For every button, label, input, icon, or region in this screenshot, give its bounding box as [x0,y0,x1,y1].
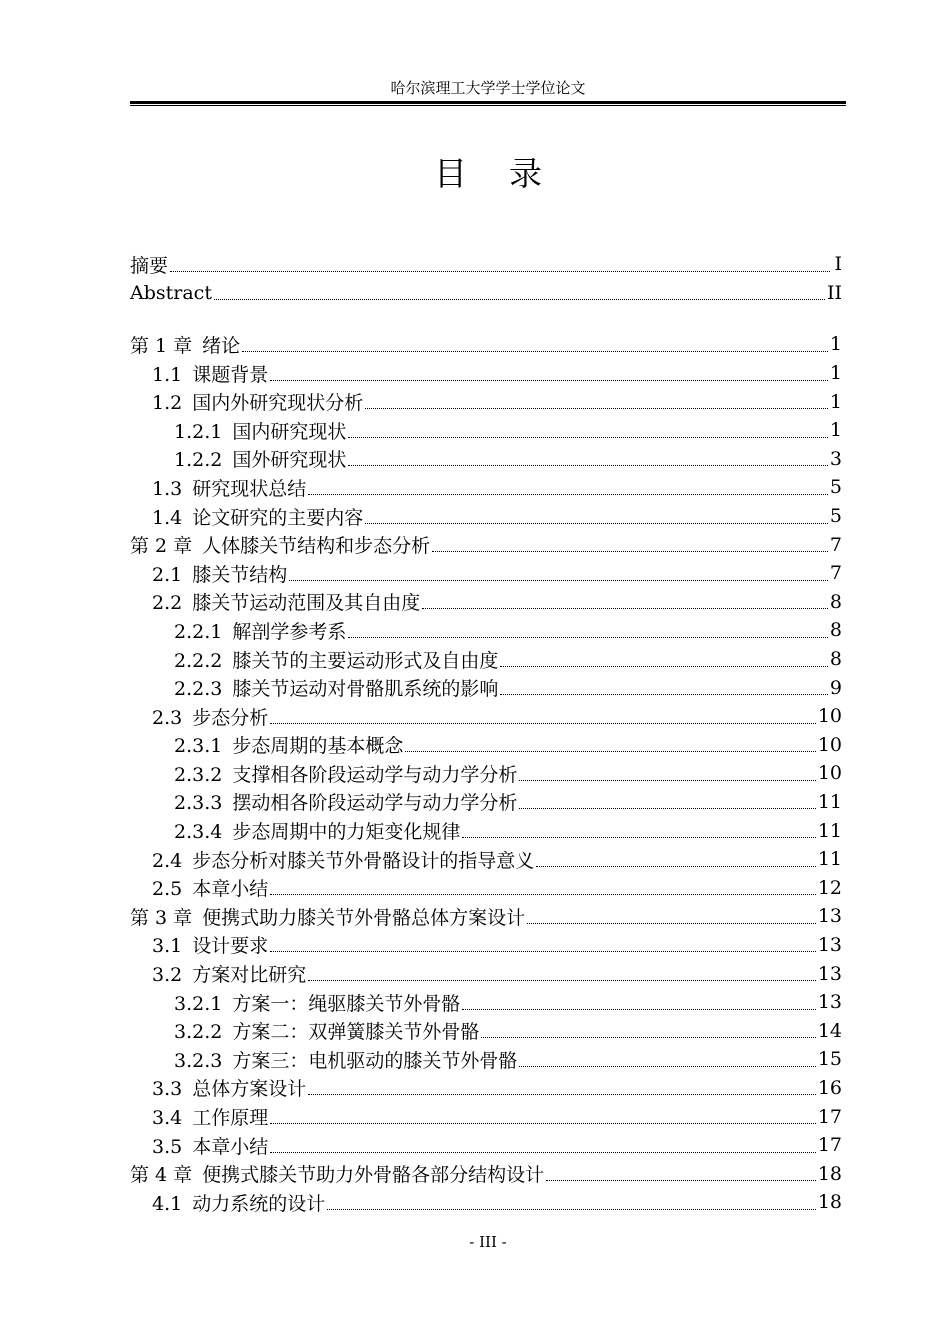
toc-entry-page: 9 [829,676,842,699]
toc-entry[interactable] [130,502,842,531]
toc-entry-text: 便携式膝关节助力外骨骼各部分结构设计 [202,1164,545,1187]
toc-leader-dots [308,1094,816,1095]
toc-leader-dots [270,1152,816,1153]
toc-entry[interactable] [130,788,842,817]
toc-entry-page: 12 [817,876,842,899]
toc-entry-text: 步态分析对膝关节外骨骼设计的指导意义 [192,849,535,872]
toc-entry-number: 2.3.2 [174,763,223,786]
toc-entry-page: 16 [817,1076,842,1099]
toc-entry[interactable] [130,931,842,960]
toc-entry-label [130,282,212,304]
toc-entry-number: 2.2.1 [174,620,223,643]
toc-entry-page: 8 [829,648,842,671]
toc-entry[interactable] [130,902,842,931]
toc-entry-number: 3.1 [152,935,183,958]
toc-entry-page: 17 [817,1134,842,1157]
toc-entry-page: 1 [829,419,842,442]
toc-entry-text: 动力系统的设计 [192,1192,326,1215]
toc-entry-text: 摆动相各阶段运动学与动力学分析 [232,792,518,815]
toc-entry-text: 工作原理 [192,1107,269,1130]
toc-entry-page: 3 [829,447,842,470]
toc-entry-text: 支撑相各阶段运动学与动力学分析 [232,763,518,786]
toc-entry-number: 2.1 [152,563,183,586]
toc-entry[interactable] [130,1188,842,1217]
toc-entry-page: 18 [817,1162,842,1185]
toc-leader-dots [481,1037,815,1038]
toc-leader-dots [405,751,815,752]
toc-entry-text: 国内研究现状 [232,420,347,443]
toc-entry-label [152,1103,268,1130]
toc-leader-dots [500,666,828,667]
toc-entry-page: 10 [817,733,842,756]
toc-entry[interactable] [130,759,842,788]
toc-entry[interactable] [130,1131,842,1160]
toc-entry-text: 本章小结 [192,1135,269,1158]
header-rule [130,101,846,106]
toc-entry-text: 总体方案设计 [192,1078,307,1101]
toc-entry-page: 15 [817,1048,842,1071]
toc-entry-number: 3.2.1 [174,992,223,1015]
toc-entry-label [174,417,346,444]
toc-entry-number: 3.2.3 [174,1049,223,1072]
toc-entry[interactable] [130,250,842,279]
toc-leader-dots [348,465,828,466]
toc-entry-page: 7 [829,533,842,556]
toc-leader-dots [270,723,816,724]
toc-leader-dots [242,351,828,352]
page-header: 哈尔滨理工大学学士学位论文 [390,79,586,97]
toc-entry-number: 4.1 [152,1192,183,1215]
toc-entry-label [174,731,403,758]
toc-entry-number: 1.3 [152,477,183,500]
toc-entry[interactable] [130,416,842,445]
page-title: 目录 [434,154,584,193]
toc-entry[interactable] [130,959,842,988]
toc-entry-label [152,931,268,958]
toc-entry-number: 第 2 章 [130,535,193,558]
toc-leader-dots [308,980,816,981]
toc-entry-label [152,960,306,987]
toc-leader-dots [308,494,828,495]
toc-entry-number: 2.2.3 [174,678,223,701]
toc-entry-text: 国内外研究现状分析 [192,392,364,415]
toc-entry-page: 10 [817,705,842,728]
toc-entry-text: 方案三：电机驱动的膝关节外骨骼 [232,1049,518,1072]
toc-entry-number: 第 1 章 [130,334,193,357]
toc-entry[interactable] [130,1102,842,1131]
toc-entry-page: 13 [817,933,842,956]
toc-entry-number: 3.2.2 [174,1021,223,1044]
toc-entry-number: 2.5 [152,878,183,901]
toc-leader-dots [365,408,828,409]
toc-entry-text: 解剖学参考系 [232,620,347,643]
toc-entry-text: 膝关节运动对骨骼肌系统的影响 [232,678,499,701]
toc-entry-label [174,1046,517,1073]
toc-entry-number: 3.4 [152,1107,183,1130]
toc-entry-label [130,1160,544,1187]
toc-leader-dots [536,866,816,867]
toc-leader-dots [422,608,828,609]
toc-entry-page: 1 [829,362,842,385]
toc-entry-label [152,388,363,415]
toc-entry-label [174,646,498,673]
toc-entry-text: 方案二：双弹簧膝关节外骨骼 [232,1021,480,1044]
toc-entry-number: 1.2.1 [174,420,223,443]
toc-entry-number: 1.2 [152,392,183,415]
toc-leader-dots [432,551,828,552]
toc-entry-label [152,474,306,501]
toc-entry[interactable] [130,559,842,588]
toc-entry-text: 国外研究现状 [232,449,347,472]
toc-entry-label [174,674,498,701]
toc-entry-number: 2.2.2 [174,649,223,672]
toc-entry-text: 步态周期中的力矩变化规律 [232,821,461,844]
toc-entry-text: 课题背景 [192,363,269,386]
toc-entry-page: 7 [829,562,842,585]
toc-entry[interactable] [130,645,842,674]
toc-entry[interactable] [130,616,842,645]
toc-leader-dots [289,580,828,581]
toc-leader-dots [462,837,815,838]
toc-leader-dots [546,1180,816,1181]
toc-leader-dots [500,694,828,695]
toc-entry-text: 便携式助力膝关节外骨骼总体方案设计 [202,906,526,929]
toc-leader-dots [462,1009,815,1010]
toc-entry[interactable] [130,279,842,308]
toc-entry-text: 论文研究的主要内容 [192,506,364,529]
toc-entry-number: 1.2.2 [174,449,223,472]
toc-entry-page: 11 [817,848,842,871]
toc-entry-number: 第 4 章 [130,1164,193,1187]
toc-entry-text: 设计要求 [192,935,269,958]
toc-leader-dots [270,894,816,895]
toc-entry-text: 膝关节结构 [192,563,288,586]
toc-leader-dots [327,1209,816,1210]
toc-entry-number: 2.3.4 [174,821,223,844]
toc-leader-dots [519,808,815,809]
toc-entry-page: 13 [817,962,842,985]
toc-entry[interactable] [130,845,842,874]
toc-entry-label [152,874,268,901]
header-rule-thin [130,105,846,106]
toc-entry-number: 3.2 [152,964,183,987]
toc-entry[interactable] [130,445,842,474]
toc-entry[interactable] [130,530,842,559]
toc-leader-dots [270,951,816,952]
toc-entry-text: 膝关节的主要运动形式及自由度 [232,649,499,672]
toc-entry-page: 1 [829,390,842,413]
toc-leader-dots [348,637,828,638]
toc-entry-label [152,588,420,615]
toc-entry-label [174,445,346,472]
toc-entry-label [152,1189,325,1216]
toc-leader-dots [527,923,816,924]
toc-entry[interactable] [130,1159,842,1188]
toc-entry-label [152,360,268,387]
toc-leader-dots [270,380,828,381]
toc-entry-number: 3.5 [152,1135,183,1158]
toc-entry-number: 1.4 [152,506,183,529]
toc-entry[interactable] [130,816,842,845]
toc-entry-label [130,531,430,558]
toc-entry-page: 1 [829,333,842,356]
toc-leader-dots [214,299,825,300]
toc-entry[interactable] [130,702,842,731]
toc-entry[interactable] [130,387,842,416]
toc-entry-page: 8 [829,590,842,613]
toc-entry-page: 5 [829,505,842,528]
toc-entry-label [152,1132,268,1159]
toc-entry[interactable] [130,673,842,702]
toc-entry-label [174,788,517,815]
toc-entry-label [130,903,525,930]
toc-entry-page: 13 [817,905,842,928]
toc-entry-page: 18 [817,1191,842,1214]
toc-entry-label [174,989,460,1016]
toc-entry-label [130,251,168,278]
toc-entry-text: 步态周期的基本概念 [232,735,404,758]
toc-entry-text: 绪论 [202,334,241,357]
toc-entry-text: 本章小结 [192,878,269,901]
toc-entry-number: 2.3 [152,706,183,729]
toc-entry[interactable] [130,988,842,1017]
toc-entry-page: 10 [817,762,842,785]
page-number: - III - [469,1233,507,1251]
table-of-contents [130,250,842,1217]
toc-entry[interactable] [130,1016,842,1045]
toc-leader-dots [519,1066,815,1067]
toc-entry-number: 1.1 [152,363,183,386]
toc-entry-page: 11 [817,790,842,813]
toc-entry-label [152,560,287,587]
toc-entry[interactable] [130,330,842,359]
toc-entry-text: 方案对比研究 [192,964,307,987]
toc-entry[interactable] [130,359,842,388]
toc-entry-text: 研究现状总结 [192,477,307,500]
toc-entry-label [174,760,517,787]
toc-entry-label [174,617,346,644]
toc-entry-page: 11 [817,819,842,842]
toc-entry-page: 8 [829,619,842,642]
toc-leader-dots [170,271,830,272]
toc-entry-label [152,503,363,530]
toc-entry-label [130,331,240,358]
toc-entry-text: 步态分析 [192,706,269,729]
toc-entry-text: 膝关节运动范围及其自由度 [192,592,421,615]
toc-entry-number: 2.2 [152,592,183,615]
toc-entry-page: II [826,281,842,304]
toc-entry-label [152,703,268,730]
toc-leader-dots [365,523,828,524]
toc-entry-page: 17 [817,1105,842,1128]
toc-entry[interactable] [130,731,842,760]
toc-leader-dots [270,1123,816,1124]
toc-entry-page: 5 [829,476,842,499]
toc-entry-number: 2.3.1 [174,735,223,758]
toc-entry-number: 3.3 [152,1078,183,1101]
toc-entry-text: Abstract [130,281,212,304]
toc-entry-number: 第 3 章 [130,906,193,929]
toc-entry-page: 14 [817,1019,842,1042]
toc-entry-label [174,817,460,844]
toc-entry-label [152,1074,306,1101]
toc-leader-dots [348,437,828,438]
toc-entry[interactable] [130,1074,842,1103]
header-rule-thick [130,101,846,104]
toc-entry-page: I [834,253,842,276]
toc-entry[interactable] [130,1045,842,1074]
toc-entry[interactable] [130,588,842,617]
toc-entry[interactable] [130,473,842,502]
toc-entry-text: 摘要 [130,254,169,277]
toc-entry-page: 13 [817,991,842,1014]
toc-leader-dots [519,780,815,781]
toc-entry-text: 人体膝关节结构和步态分析 [202,535,431,558]
toc-entry-number: 2.3.3 [174,792,223,815]
toc-entry[interactable] [130,873,842,902]
toc-entry-number: 2.4 [152,849,183,872]
toc-entry-label [174,1017,479,1044]
toc-entry-label [152,846,534,873]
toc-entry-text: 方案一：绳驱膝关节外骨骼 [232,992,461,1015]
